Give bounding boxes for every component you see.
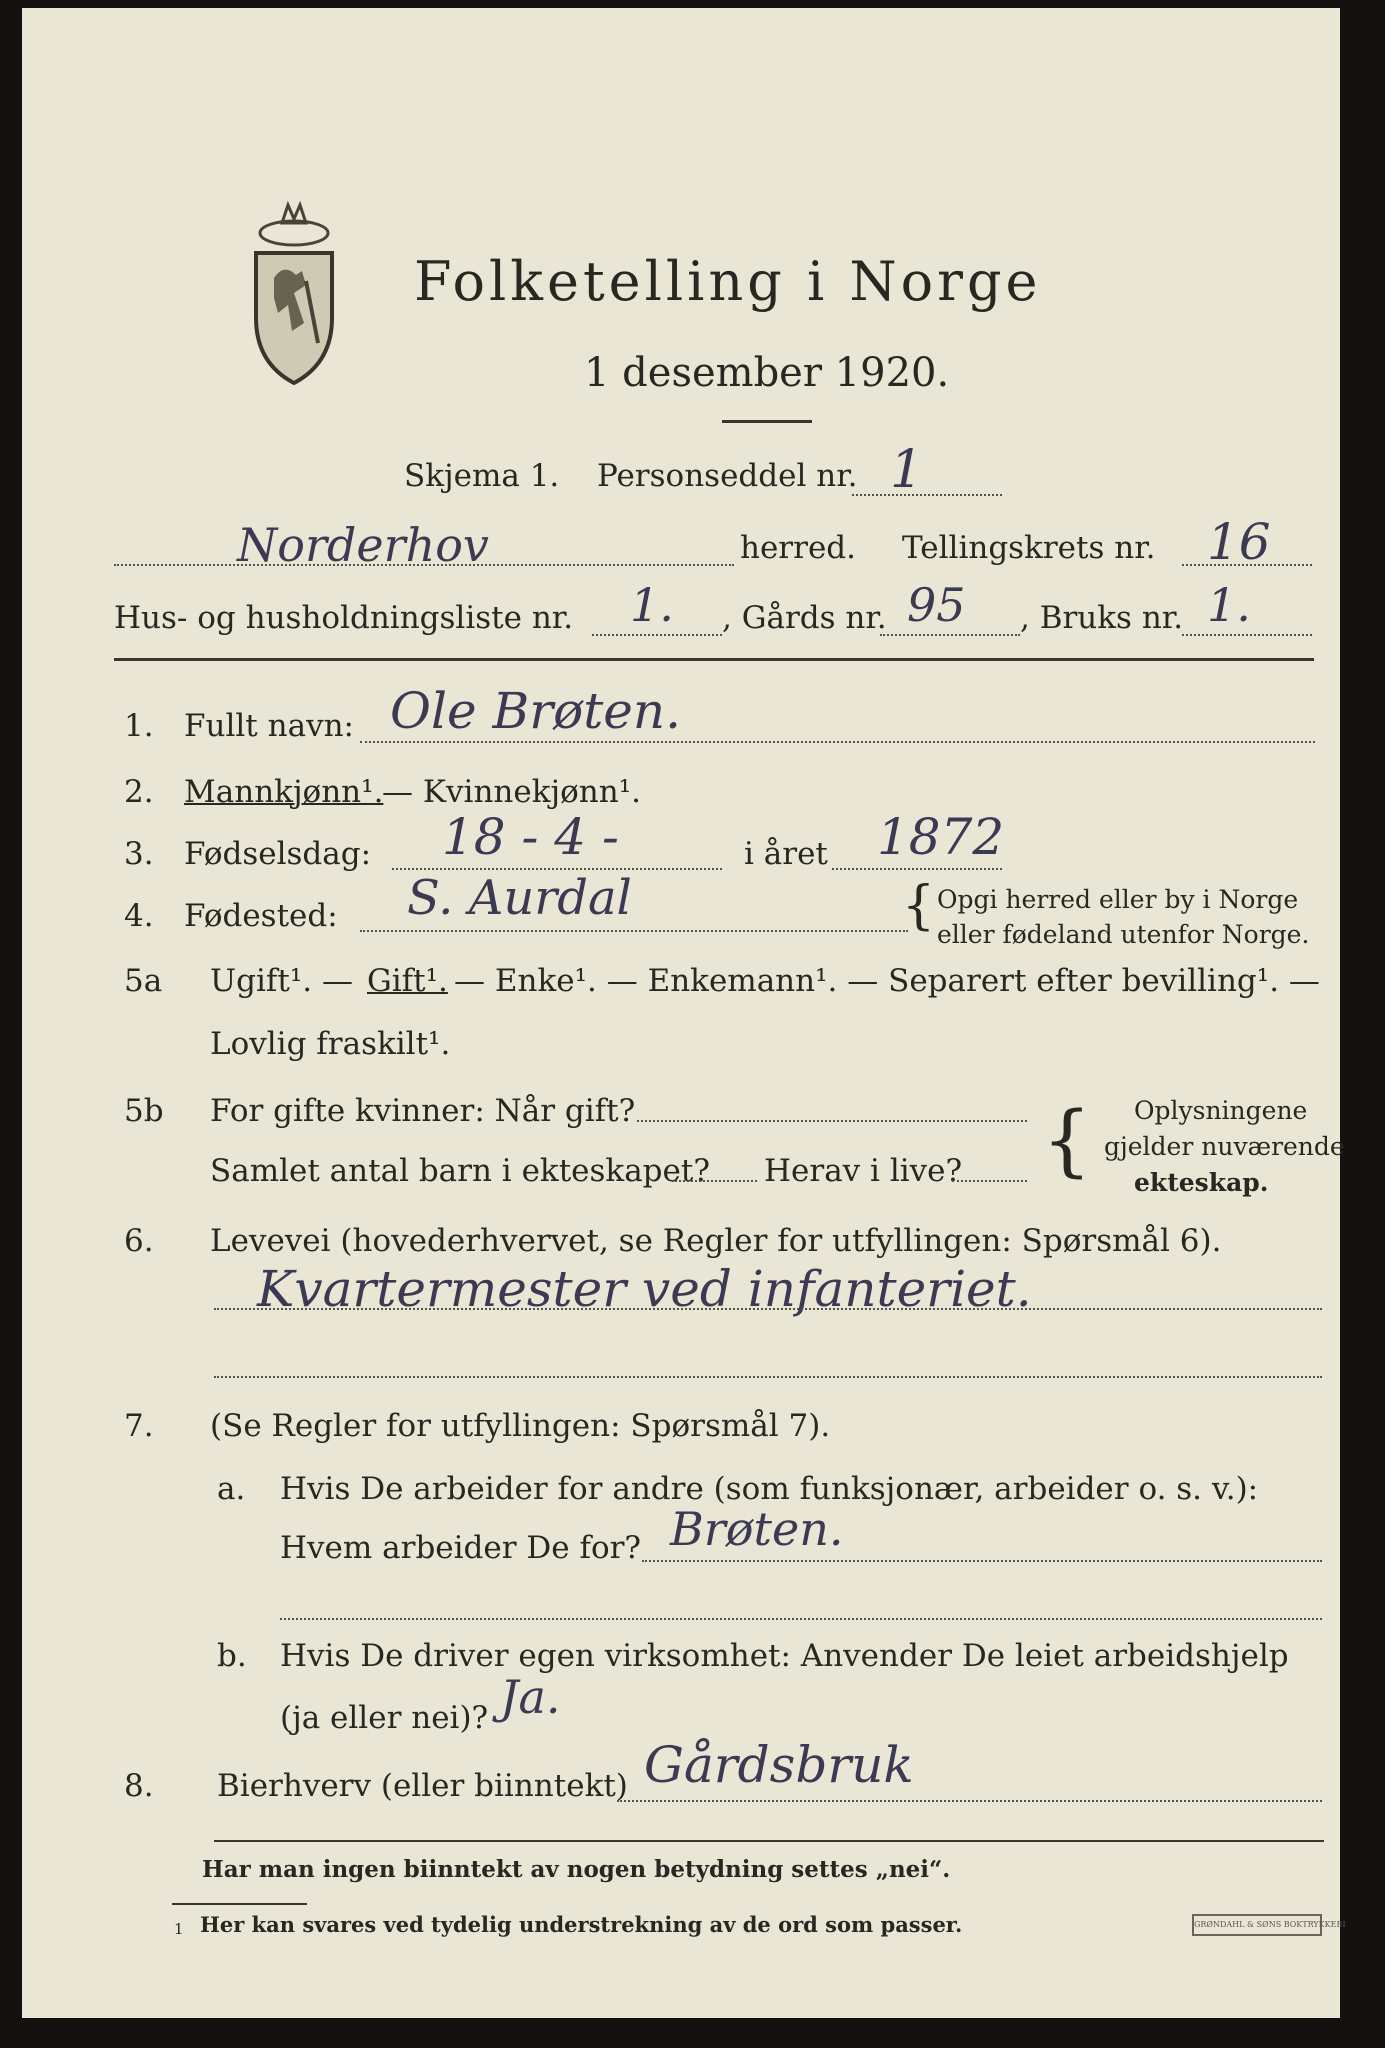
q7b-question: (ja eller nei)? <box>280 1700 489 1736</box>
herred-line <box>114 564 734 566</box>
q5a-ugift-option: Ugift¹. — <box>210 963 353 999</box>
q5a-gift-option: Gift¹. <box>367 963 448 999</box>
q5b-herav-label: Herav i live? <box>764 1153 963 1189</box>
q3-birthdate-value: 18 - 4 - <box>442 808 619 866</box>
q5b-herav-line <box>952 1180 1027 1182</box>
q5a-fraskilt-option: Lovlig fraskilt¹. <box>210 1026 451 1062</box>
tellingskrets-value: 16 <box>1207 513 1271 571</box>
q7a-question: Hvem arbeider De for? <box>280 1530 642 1566</box>
q5b-note-line3: ekteskap. <box>1134 1168 1269 1197</box>
q1-number: 1. <box>124 708 154 744</box>
q4-label: Fødested: <box>184 898 338 934</box>
q7a-letter: a. <box>217 1471 246 1507</box>
q8-label: Bierhverv (eller biinntekt) <box>217 1768 628 1804</box>
hus-label: Hus- og husholdningsliste nr. <box>114 600 574 636</box>
q5b-samlet-line <box>672 1180 757 1182</box>
q7a-line2 <box>280 1618 1322 1620</box>
q5b-samlet-label: Samlet antal barn i ekteskapet? <box>210 1153 710 1189</box>
tellingskrets-line <box>1182 564 1312 566</box>
q5b-line <box>637 1120 1027 1122</box>
footer-separator <box>214 1840 1324 1842</box>
personseddel-line <box>852 494 1002 496</box>
skjema-label: Skjema 1. <box>404 458 560 494</box>
q7a-line1 <box>642 1560 1322 1562</box>
q7-label: (Se Regler for utfyllingen: Spørsmål 7). <box>210 1408 831 1444</box>
gards-line <box>880 634 1020 636</box>
q5a-other-options: — Enke¹. — Enkemann¹. — Separert efter bevilling¹. — <box>454 963 1320 999</box>
q7b-text: Hvis De driver egen virksomhet: Anvender De leiet arbeidshjelp <box>280 1638 1289 1674</box>
q3-year-line <box>832 868 1002 870</box>
census-date: 1 desember 1920. <box>584 350 950 396</box>
tellingskrets-label: Tellingskrets nr. <box>902 530 1156 566</box>
title-divider <box>722 420 812 423</box>
printer-stamp: GRØNDAHL & SØNS BOKTRYKKERI <box>1192 1914 1322 1936</box>
q4-line <box>360 930 908 932</box>
q5a-number: 5a <box>124 963 163 999</box>
q4-birthplace-value: S. Aurdal <box>407 870 632 926</box>
census-form-sheet <box>22 8 1346 2018</box>
bruks-value: 1. <box>1207 578 1251 632</box>
bruks-line <box>1182 634 1312 636</box>
header-separator <box>114 658 1314 661</box>
q5b-label: For gifte kvinner: Når gift? <box>210 1093 636 1129</box>
gards-value: 95 <box>907 578 966 632</box>
q6-number: 6. <box>124 1223 154 1259</box>
q6-line1 <box>214 1308 1322 1310</box>
q2-number: 2. <box>124 774 154 810</box>
q4-note-line1: Opgi herred eller by i Norge <box>937 885 1299 914</box>
form-title: Folketelling i Norge <box>414 250 1042 313</box>
bruks-label: , Bruks nr. <box>1020 600 1184 636</box>
q2-female-option: — Kvinnekjønn¹. <box>382 774 641 810</box>
gards-label: , Gårds nr. <box>722 600 887 636</box>
q7a-text: Hvis De arbeider for andre (som funksjonær, arbeider o. s. v.): <box>280 1471 1259 1507</box>
personseddel-label: Personseddel nr. <box>597 458 858 494</box>
q2-male-option: Mannkjønn¹. <box>184 774 384 810</box>
norway-coat-of-arms-emblem <box>244 193 344 397</box>
footnote-text: Her kan svares ved tydelig understrekning av de ord som passer. <box>200 1912 963 1937</box>
q4-note-brace: { <box>902 876 936 936</box>
q6-label: Levevei (hovederhvervet, se Regler for utfyllingen: Spørsmål 6). <box>210 1223 1222 1259</box>
q8-number: 8. <box>124 1768 154 1804</box>
q8-line <box>617 1800 1322 1802</box>
q4-number: 4. <box>124 898 154 934</box>
q7b-answer-value: Ja. <box>500 1670 561 1724</box>
hus-value: 1. <box>630 578 674 632</box>
hus-line <box>592 634 722 636</box>
q5b-note-line2: gjelder nuværende <box>1104 1132 1345 1161</box>
q7b-letter: b. <box>217 1638 247 1674</box>
q5b-number: 5b <box>124 1093 164 1129</box>
q3-year-value: 1872 <box>877 808 1005 866</box>
herred-value: Norderhov <box>237 518 489 572</box>
q1-label: Fullt navn: <box>184 708 354 744</box>
footnote-mark: 1 <box>174 1920 184 1938</box>
footnote-separator <box>172 1903 307 1905</box>
q3-year-label: i året <box>744 836 828 872</box>
footer-note: Har man ingen biinntekt av nogen betydning settes „nei“. <box>202 1856 951 1883</box>
herred-label: herred. <box>740 530 856 566</box>
q6-occupation-value: Kvartermester ved infanteriet. <box>257 1260 1032 1318</box>
personseddel-value: 1 <box>890 440 924 500</box>
q5b-note-brace: { <box>1042 1096 1092 1186</box>
q7a-employer-value: Brøten. <box>670 1502 844 1556</box>
q3-number: 3. <box>124 836 154 872</box>
q1-line <box>360 741 1315 743</box>
q7-number: 7. <box>124 1408 154 1444</box>
q5b-note-line1: Oplysningene <box>1134 1096 1308 1125</box>
q3-label: Fødselsdag: <box>184 836 372 872</box>
q6-line2 <box>214 1376 1322 1378</box>
q4-note-line2: eller fødeland utenfor Norge. <box>937 920 1310 949</box>
q8-secondary-income-value: Gårdsbruk <box>644 1736 914 1794</box>
q1-fullname-value: Ole Brøten. <box>390 682 681 740</box>
